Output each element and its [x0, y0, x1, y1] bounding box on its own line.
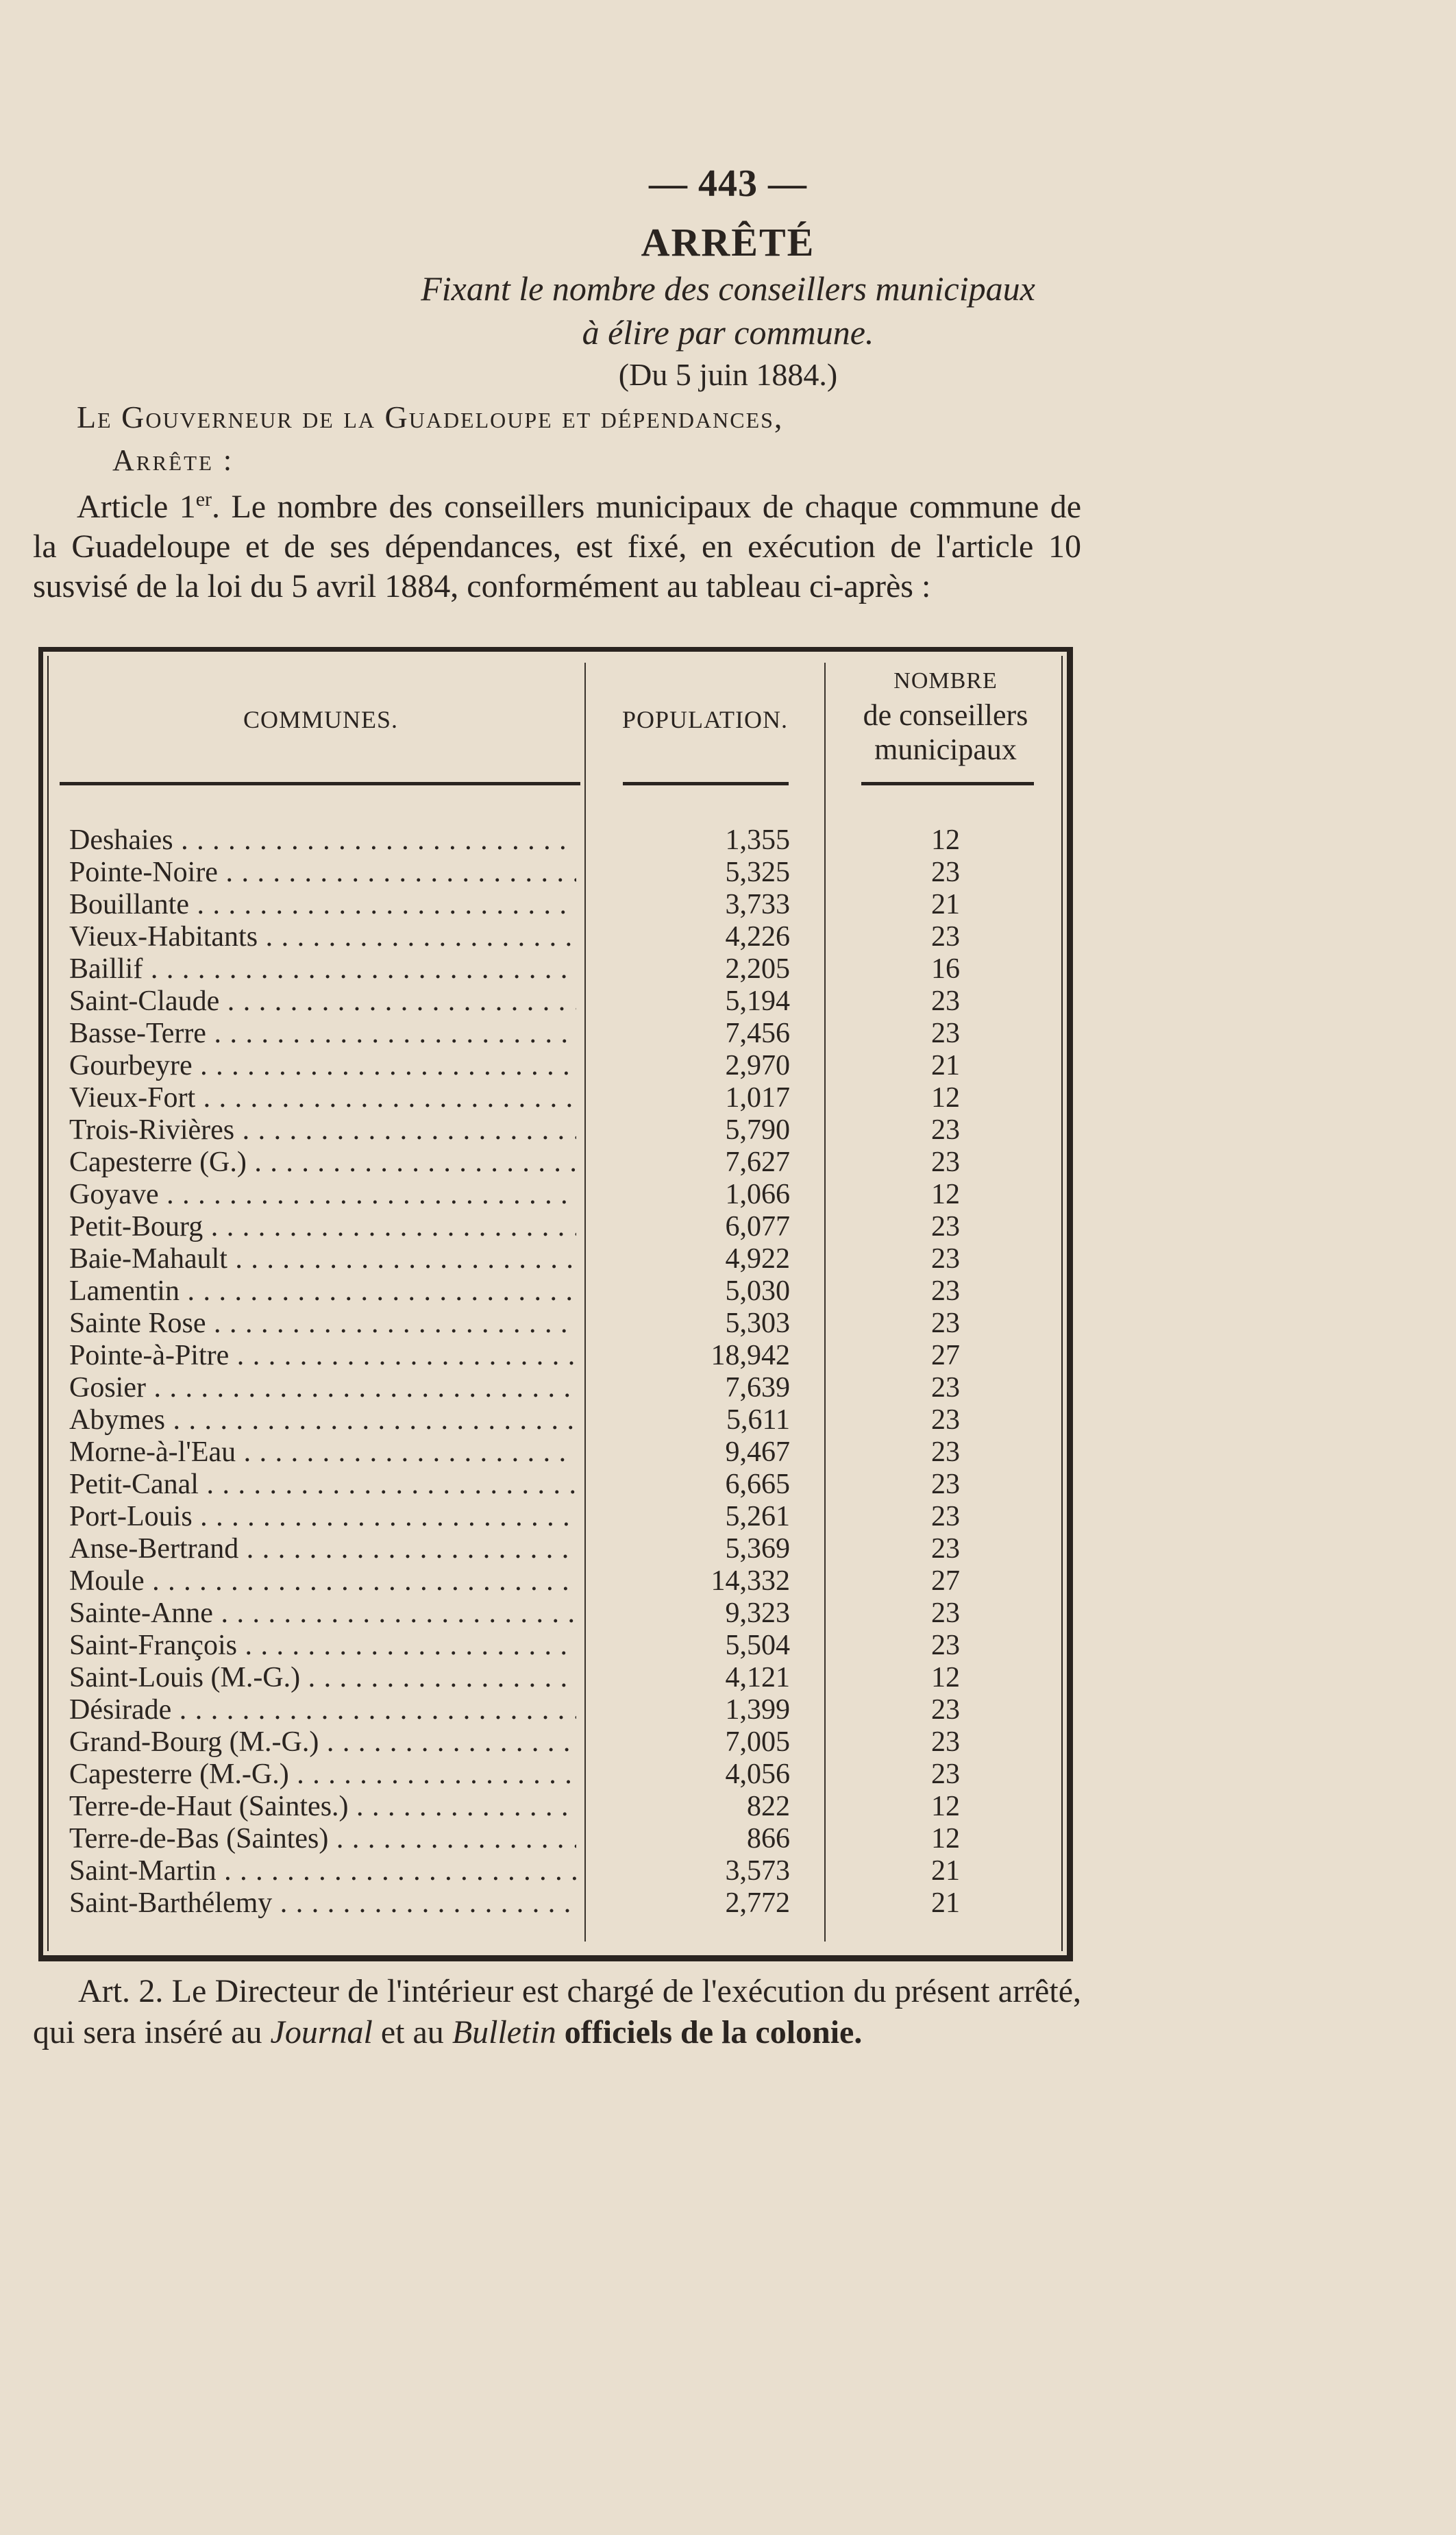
- population-value: 5,194: [725, 985, 790, 1017]
- commune-name: Deshaies . . .: [69, 824, 576, 857]
- table-row: [69, 1501, 1064, 1533]
- population-cell: [590, 1211, 813, 1243]
- population-value: 1,066: [725, 1179, 790, 1210]
- commune-name: Gourbeyre . . .: [69, 1050, 576, 1082]
- table-row: [69, 1759, 1064, 1791]
- population-value: 866: [747, 1823, 790, 1854]
- conseillers-value: 23: [931, 1469, 960, 1500]
- table-row: [69, 1597, 1064, 1630]
- commune-name: Capesterre (G.) . . .: [69, 1147, 576, 1179]
- table-row: [69, 1211, 1064, 1243]
- conseillers-value: 16: [931, 953, 960, 985]
- header-rule: [623, 782, 789, 785]
- population-cell: [590, 1855, 813, 1887]
- conseillers-value: 23: [931, 1147, 960, 1178]
- table-row: [69, 1308, 1064, 1340]
- population-value: 7,639: [725, 1372, 790, 1404]
- table-row: [69, 1340, 1064, 1372]
- population-cell: [590, 1823, 813, 1855]
- population-value: 14,332: [711, 1565, 790, 1597]
- article-2-bulletin: Bulletin: [452, 2014, 556, 2050]
- population-value: 5,369: [725, 1533, 790, 1565]
- article-1-sup: er: [195, 488, 212, 511]
- population-cell: [590, 1662, 813, 1694]
- table-row: [69, 1372, 1064, 1404]
- commune-name: Trois-Rivières . . .: [69, 1114, 576, 1147]
- conseillers-value: 23: [931, 1630, 960, 1661]
- population-cell: [590, 857, 813, 889]
- commune-name: Pointe-à-Pitre . . .: [69, 1340, 576, 1372]
- conseillers-value: 23: [931, 1436, 960, 1468]
- conseillers-value: 21: [931, 889, 960, 920]
- conseillers-value: 23: [931, 857, 960, 888]
- commune-name: Lamentin . . .: [69, 1275, 576, 1308]
- population-cell: [590, 889, 813, 921]
- population-value: 7,005: [725, 1726, 790, 1758]
- population-cell: [590, 985, 813, 1018]
- population-value: 4,056: [725, 1759, 790, 1790]
- population-value: 7,456: [725, 1018, 790, 1049]
- commune-name: Sainte Rose . . .: [69, 1308, 576, 1340]
- table-row: [69, 1275, 1064, 1308]
- population-value: 5,504: [725, 1630, 790, 1661]
- communes-table: [38, 647, 1073, 1961]
- population-value: 18,942: [711, 1340, 790, 1371]
- conseillers-value: 23: [931, 921, 960, 953]
- commune-name: Gosier . . .: [69, 1372, 576, 1404]
- conseillers-value: 23: [931, 1404, 960, 1436]
- table-row: [69, 889, 1064, 921]
- population-value: 4,226: [725, 921, 790, 953]
- conseillers-value: 12: [931, 1662, 960, 1693]
- conseillers-value: 21: [931, 1050, 960, 1081]
- conseillers-value: 12: [931, 1791, 960, 1822]
- commune-name: Pointe-Noire . . .: [69, 857, 576, 889]
- population-value: 6,077: [725, 1211, 790, 1242]
- table-row: [69, 1694, 1064, 1726]
- conseillers-value: 12: [931, 1082, 960, 1114]
- commune-name: Saint-François . . .: [69, 1630, 576, 1662]
- conseillers-value: 23: [931, 1243, 960, 1275]
- conseillers-value: 12: [931, 1179, 960, 1210]
- commune-name: Abymes . . .: [69, 1404, 576, 1436]
- commune-name: Saint-Claude . . .: [69, 985, 576, 1018]
- conseillers-value: 23: [931, 1275, 960, 1307]
- table-row: [69, 1565, 1064, 1597]
- population-cell: [590, 1469, 813, 1501]
- commune-name: Saint-Louis (M.-G.) . . .: [69, 1662, 576, 1694]
- population-value: 2,205: [725, 953, 790, 985]
- conseillers-value: 23: [931, 1533, 960, 1565]
- population-value: 1,355: [725, 824, 790, 856]
- table-row: [69, 1243, 1064, 1275]
- population-value: 6,665: [725, 1469, 790, 1500]
- population-value: 5,261: [725, 1501, 790, 1532]
- conseillers-value: 21: [931, 1887, 960, 1919]
- commune-name: Bouillante . . .: [69, 889, 576, 921]
- table-row: [69, 1404, 1064, 1436]
- population-cell: [590, 921, 813, 953]
- commune-name: Grand-Bourg (M.-G.) . . .: [69, 1726, 576, 1759]
- subtitle-line-1: Fixant le nombre des conseillers municipaux: [421, 269, 1035, 308]
- article-1-text: . Le nombre des conseillers municipaux de chaque commune de la Guadeloupe et de ses dépendances, est fixé, en exécution de l'article 10 susvisé de la loi du 5 avril 1884, conformément au tableau ci-après :: [33, 489, 1082, 604]
- population-cell: [590, 1501, 813, 1533]
- table-row: [69, 1469, 1064, 1501]
- conseillers-value: 12: [931, 824, 960, 856]
- population-cell: [590, 1308, 813, 1340]
- subtitle-line-2: à élire par commune.: [582, 313, 874, 352]
- article-1-paragraph: [33, 480, 1081, 607]
- table-row: [69, 1855, 1064, 1887]
- population-value: 3,573: [725, 1855, 790, 1887]
- population-cell: [590, 1726, 813, 1759]
- commune-name: Vieux-Habitants . . .: [69, 921, 576, 953]
- table-row: [69, 985, 1064, 1018]
- table-row: [69, 953, 1064, 985]
- governor-line: Le Gouverneur de la Guadeloupe et dépendances,: [77, 400, 784, 434]
- conseillers-value: 23: [931, 1211, 960, 1242]
- population-cell: [590, 1404, 813, 1436]
- conseillers-value: 23: [931, 1501, 960, 1532]
- population-cell: [590, 1179, 813, 1211]
- population-cell: [590, 1243, 813, 1275]
- table-row: [69, 1791, 1064, 1823]
- commune-name: Anse-Bertrand . . .: [69, 1533, 576, 1565]
- population-value: 5,611: [726, 1404, 790, 1436]
- population-cell: [590, 1050, 813, 1082]
- commune-name: Petit-Canal . . .: [69, 1469, 576, 1501]
- population-cell: [590, 824, 813, 857]
- population-cell: [590, 1597, 813, 1630]
- population-value: 4,922: [725, 1243, 790, 1275]
- table-row: [69, 824, 1064, 857]
- header-nombre-mid: de conseillers: [863, 698, 1028, 732]
- table-row: [69, 1114, 1064, 1147]
- population-value: 5,325: [725, 857, 790, 888]
- conseillers-value: 21: [931, 1855, 960, 1887]
- population-value: 5,030: [725, 1275, 790, 1307]
- population-cell: [590, 1018, 813, 1050]
- table-row: [69, 1050, 1064, 1082]
- conseillers-value: 23: [931, 1372, 960, 1404]
- commune-name: Terre-de-Haut (Saintes.) . . .: [69, 1791, 576, 1823]
- population-cell: [590, 1436, 813, 1469]
- header-rule: [60, 782, 580, 785]
- conseillers-value: 23: [931, 1308, 960, 1339]
- population-cell: [590, 1533, 813, 1565]
- decree-date: (Du 5 juin 1884.): [618, 357, 838, 392]
- header-population: POPULATION.: [621, 706, 788, 733]
- population-value: 5,303: [725, 1308, 790, 1339]
- table-row: [69, 1823, 1064, 1855]
- conseillers-value: 23: [931, 1114, 960, 1146]
- table-row: [69, 1018, 1064, 1050]
- table-row: [69, 857, 1064, 889]
- table-row: [69, 1179, 1064, 1211]
- conseillers-value: 27: [931, 1565, 960, 1597]
- population-cell: [590, 1147, 813, 1179]
- commune-name: Baillif . . .: [69, 953, 576, 985]
- population-cell: [590, 1275, 813, 1308]
- commune-name: Saint-Barthélemy . . .: [69, 1887, 576, 1920]
- population-cell: [590, 1114, 813, 1147]
- conseillers-value: 23: [931, 1018, 960, 1049]
- population-cell: [590, 1082, 813, 1114]
- table-row: [69, 1662, 1064, 1694]
- conseillers-value: 27: [931, 1340, 960, 1371]
- commune-name: Petit-Bourg . . .: [69, 1211, 576, 1243]
- table-row: [69, 921, 1064, 953]
- population-value: 3,733: [725, 889, 790, 920]
- table-body: [69, 824, 1064, 1920]
- arrete-line: Arrête :: [112, 443, 234, 477]
- population-value: 1,399: [725, 1694, 790, 1726]
- population-value: 2,970: [725, 1050, 790, 1081]
- commune-name: Capesterre (M.-G.) . . .: [69, 1759, 576, 1791]
- population-cell: [590, 1372, 813, 1404]
- conseillers-value: 12: [931, 1823, 960, 1854]
- conseillers-value: 23: [931, 985, 960, 1017]
- population-cell: [590, 1565, 813, 1597]
- article-2-paragraph: [33, 1971, 1081, 2053]
- population-value: 2,772: [725, 1887, 790, 1919]
- conseillers-value: 23: [931, 1694, 960, 1726]
- commune-name: Baie-Mahault . . .: [69, 1243, 576, 1275]
- article-1-label: Article 1: [77, 489, 196, 525]
- table-row: [69, 1630, 1064, 1662]
- population-cell: [590, 1694, 813, 1726]
- population-cell: [590, 1759, 813, 1791]
- commune-name: Sainte-Anne . . .: [69, 1597, 576, 1630]
- table-row: [69, 1082, 1064, 1114]
- population-value: 9,323: [725, 1597, 790, 1629]
- document-title: ARRÊTÉ: [641, 220, 815, 265]
- header-rule: [861, 782, 1034, 785]
- commune-name: Morne-à-l'Eau . . .: [69, 1436, 576, 1469]
- population-cell: [590, 953, 813, 985]
- article-2-text-3: officiels de la colonie.: [564, 2014, 863, 2050]
- commune-name: Désirade . . .: [69, 1694, 576, 1726]
- table-row: [69, 1147, 1064, 1179]
- table-row: [69, 1533, 1064, 1565]
- header-communes: COMMUNES.: [243, 706, 399, 733]
- article-2-journal: Journal: [270, 2014, 373, 2050]
- commune-name: Saint-Martin . . .: [69, 1855, 576, 1887]
- conseillers-value: 23: [931, 1597, 960, 1629]
- population-value: 9,467: [725, 1436, 790, 1468]
- population-cell: [590, 1887, 813, 1920]
- conseillers-value: 23: [931, 1726, 960, 1758]
- conseillers-value: 23: [931, 1759, 960, 1790]
- commune-name: Moule . . .: [69, 1565, 576, 1597]
- population-value: 7,627: [725, 1147, 790, 1178]
- commune-name: Terre-de-Bas (Saintes) . . .: [69, 1823, 576, 1855]
- header-nombre-bottom: municipaux: [874, 733, 1017, 766]
- population-value: 1,017: [725, 1082, 790, 1114]
- table-row: [69, 1887, 1064, 1920]
- commune-name: Basse-Terre . . .: [69, 1018, 576, 1050]
- table-row: [69, 1726, 1064, 1759]
- population-value: 5,790: [725, 1114, 790, 1146]
- population-cell: [590, 1630, 813, 1662]
- population-value: 822: [747, 1791, 790, 1822]
- population-value: 4,121: [725, 1662, 790, 1693]
- article-2-text-2: et au: [372, 2014, 452, 2050]
- header-nombre: [826, 664, 1065, 767]
- article-2-text-1: Art. 2. Le Directeur de l'intérieur est chargé de l'exécution du présent arrêté, qui sera inséré au: [33, 1973, 1081, 2050]
- table-row: [69, 1436, 1064, 1469]
- page-number: — 443 —: [649, 162, 807, 205]
- population-cell: [590, 1340, 813, 1372]
- commune-name: Goyave . . .: [69, 1179, 576, 1211]
- commune-name: Vieux-Fort . . .: [69, 1082, 576, 1114]
- header-nombre-top: NOMBRE: [893, 668, 998, 694]
- population-cell: [590, 1791, 813, 1823]
- commune-name: Port-Louis . . .: [69, 1501, 576, 1533]
